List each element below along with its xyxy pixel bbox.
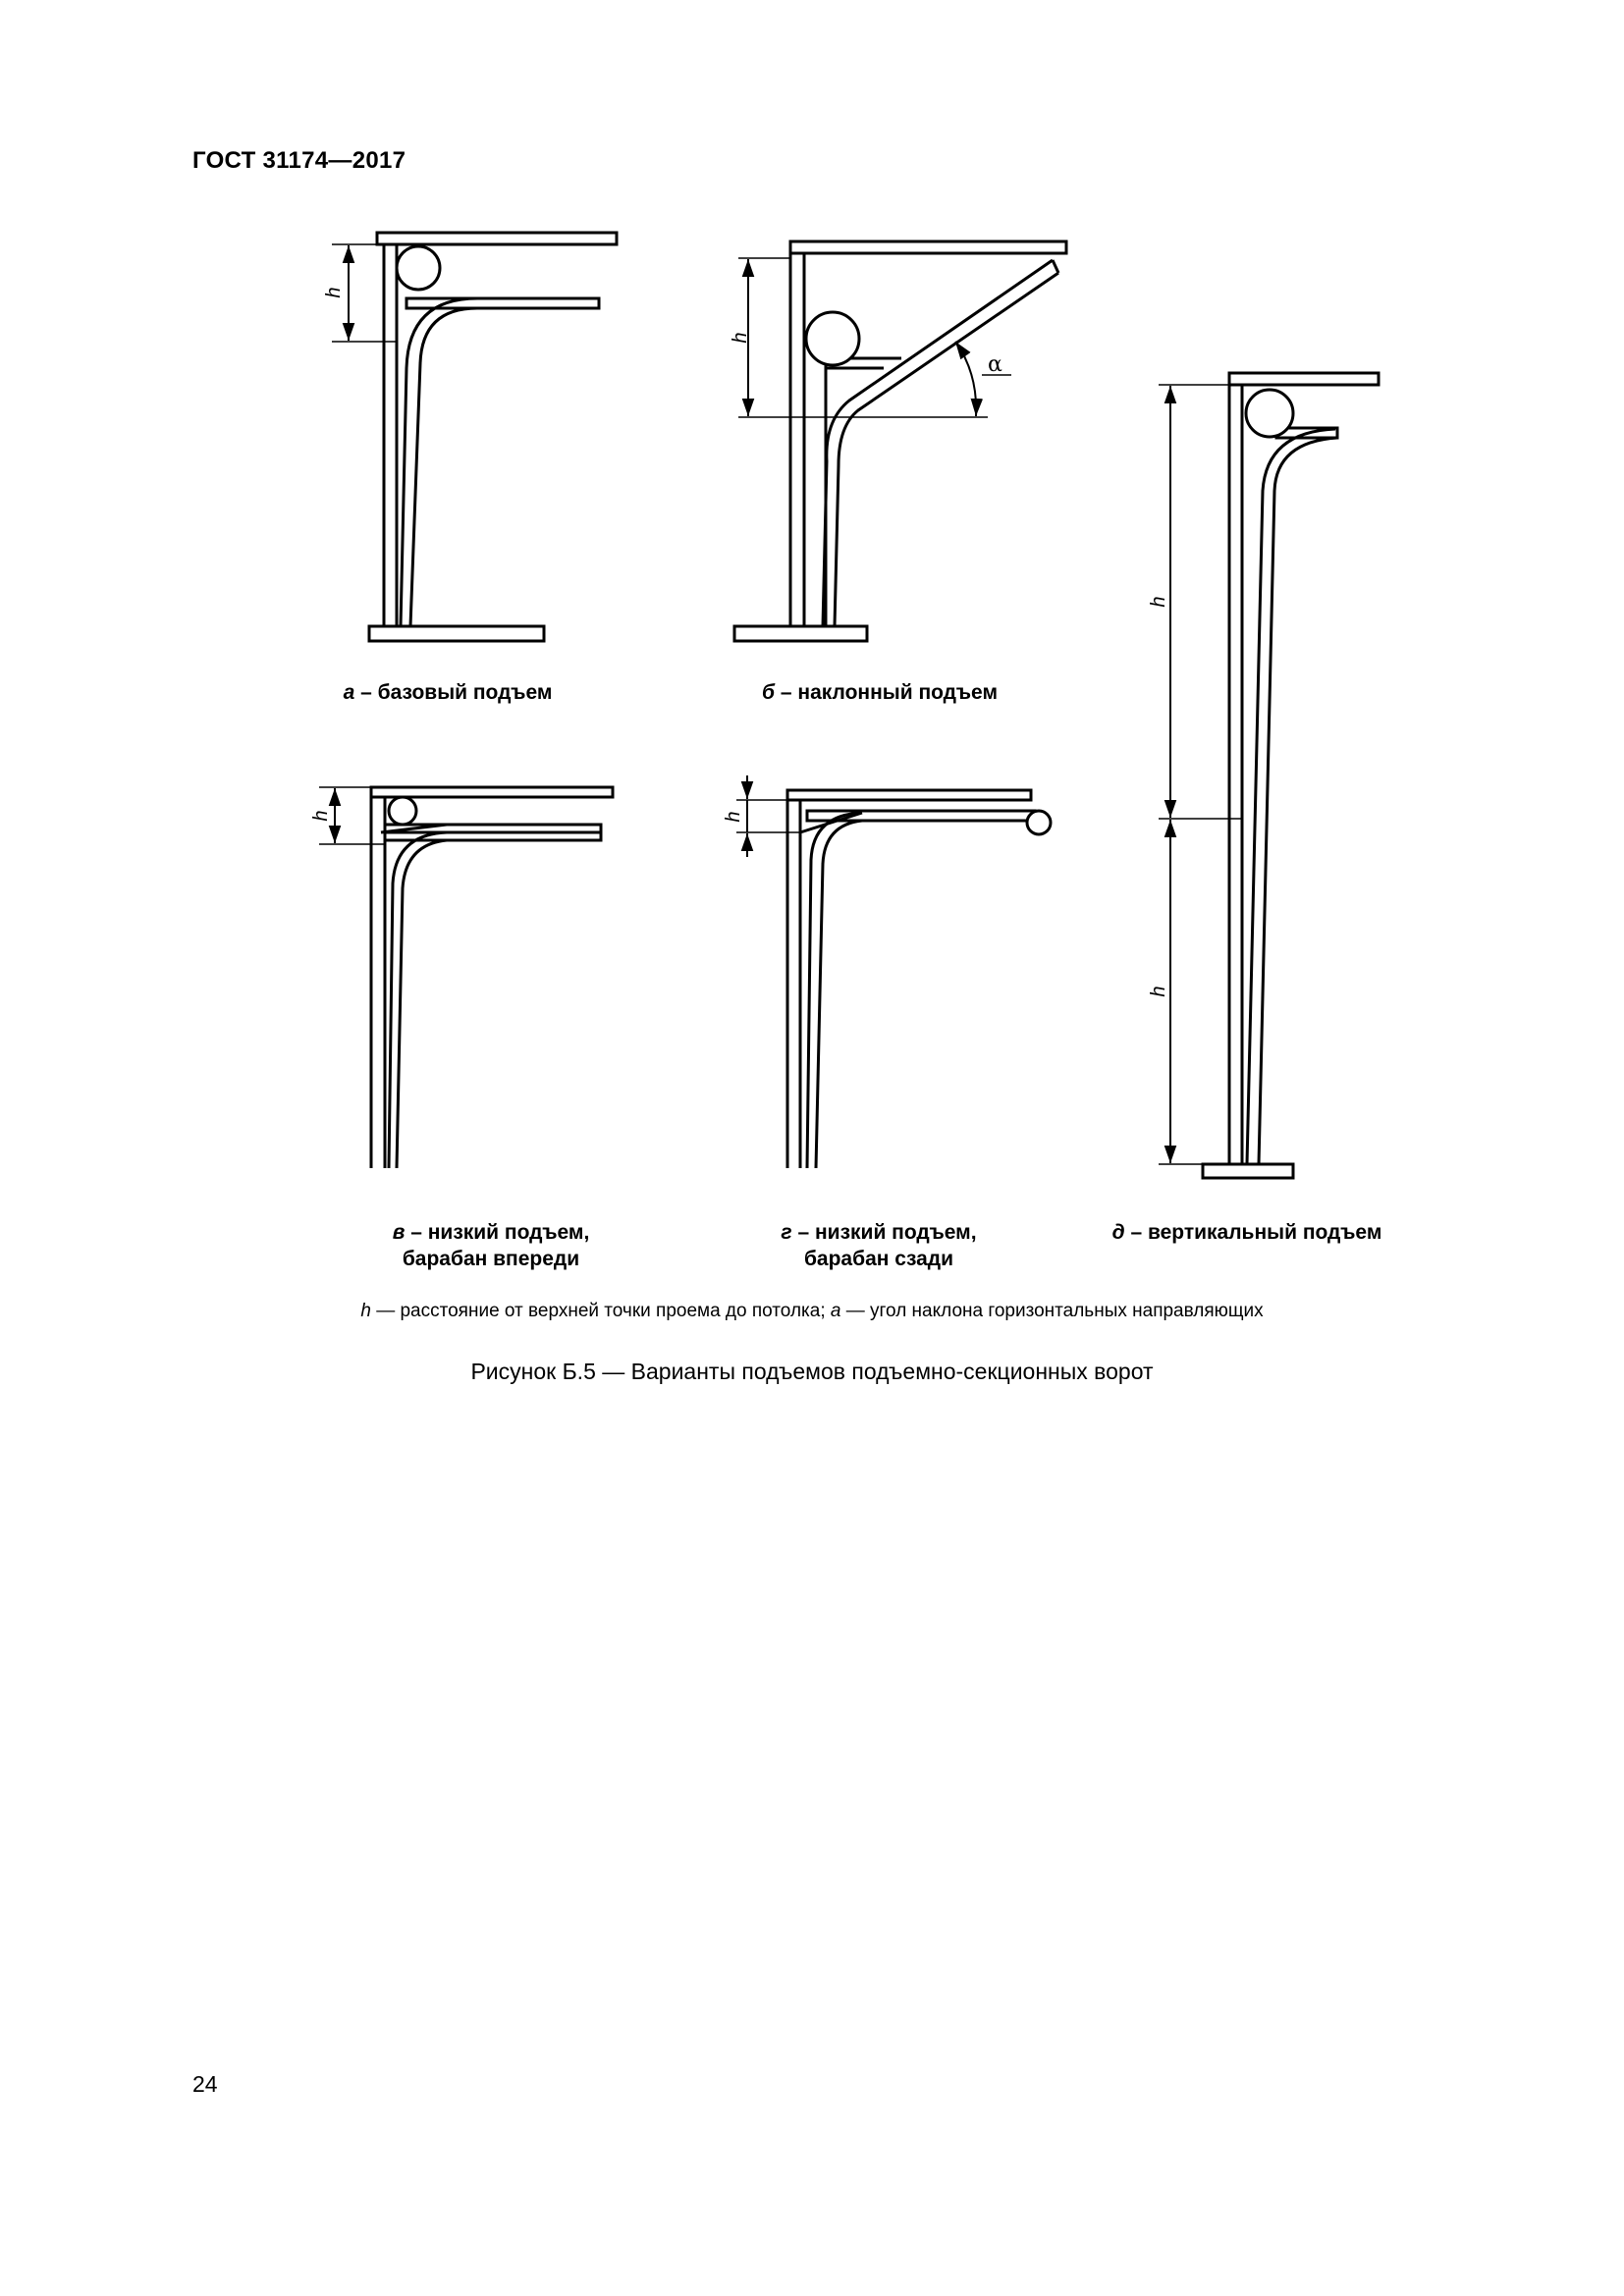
variant-d-dimension [736,775,800,857]
variant-b-ceiling [790,241,1066,253]
variant-d-drum [1027,811,1051,834]
variant-d-low-lift-rear-drum-drawing [787,790,1051,1168]
variant-e-floor-plate [1203,1164,1293,1178]
variant-a-h-label: h [323,287,345,298]
variant-b-dimension [738,258,1011,417]
variant-b-inclined-lift-drawing [734,241,1066,641]
variant-a-drum [397,246,440,290]
variant-c-drum [389,797,416,825]
figure-caption: Рисунок Б.5 — Варианты подъемов подъемно-секционных ворот [470,1359,1154,1384]
variant-a-label: а – базовый подъем [343,681,553,704]
variant-e-ceiling [1229,373,1379,385]
variant-a-basic-lift-drawing [369,233,617,641]
variant-b-h-label: h [730,332,751,344]
variant-e-h-label-upper: h [1148,596,1169,608]
variant-e-label: д – вертикальный подъем [1111,1221,1382,1244]
variant-b-drum [806,312,859,365]
variant-d-h-label: h [723,811,744,823]
variant-c-low-lift-front-drum-drawing [371,787,613,1168]
variant-a-floor-plate [369,626,544,641]
variant-a-curved-track [410,308,477,626]
document-header: ГОСТ 31174—2017 [192,147,406,174]
variant-c-label: в – низкий подъем, барабан впереди [392,1221,590,1270]
variant-e-h-label-lower: h [1148,986,1169,997]
variant-e-curved-track [1259,438,1337,1164]
figure-legend: h — расстояние от верхней точки проема до потолка; a — угол наклона горизонтальных направляющих [360,1301,1264,1321]
variant-b-inclined-track [823,260,1053,626]
variant-b-alpha-label: α [988,352,1002,377]
page-number: 24 [192,2071,218,2097]
variant-c-h-label: h [310,810,332,822]
variant-d-ceiling [787,790,1031,800]
variant-c-curved-track [397,840,447,1168]
variant-b-angle-arc [955,342,976,416]
variant-b-label: б – наклонный подъем [762,681,998,704]
variant-d-label: г – низкий подъем, барабан сзади [781,1221,977,1270]
variant-d-curved-track [816,821,862,1168]
variant-e-vertical-lift-drawing [1203,373,1379,1178]
variant-b-floor-plate [734,626,867,641]
variant-c-ceiling [371,787,613,797]
variant-e-drum [1246,390,1293,437]
variant-a-ceiling [377,233,617,244]
